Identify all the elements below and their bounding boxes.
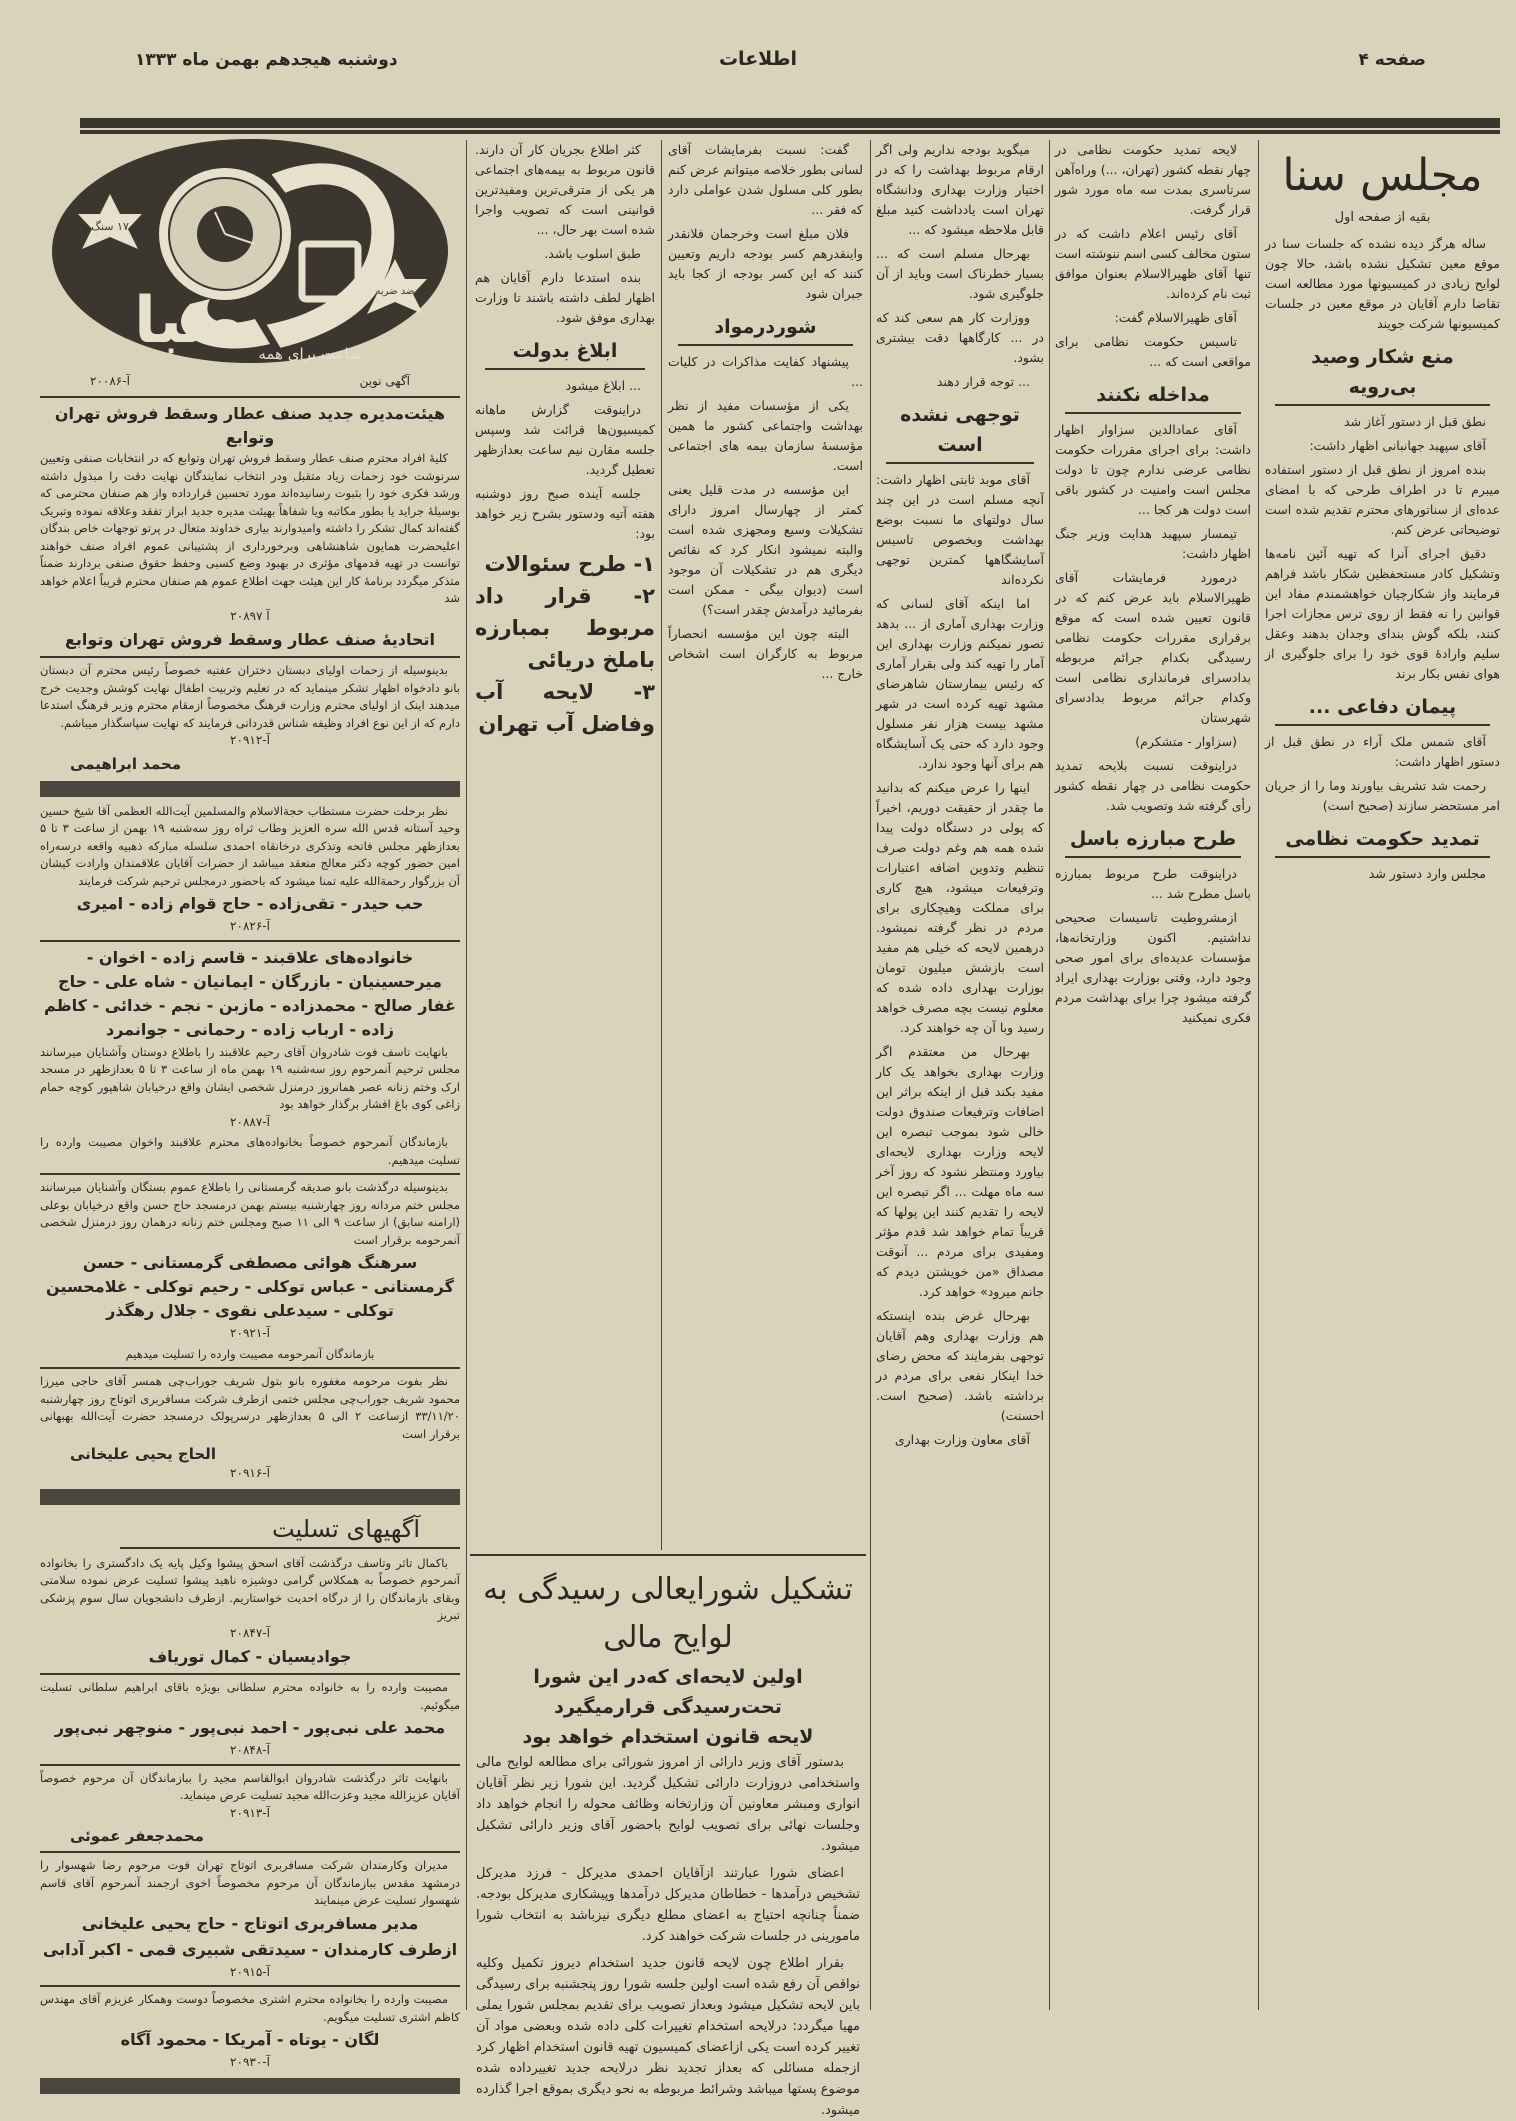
ad-names: ازطرف کارمندان - سیدتقی شبیری قمی - اکبر آدابی bbox=[42, 1939, 458, 1959]
agenda-item: ۱- طرح سئوالات bbox=[484, 552, 655, 576]
ad-code: آ-۲۰۸۲۶ bbox=[230, 919, 270, 933]
advertisements-column bbox=[40, 392, 461, 2069]
column-4 bbox=[1055, 140, 1251, 2020]
paragraph: آقای ظهیرالاسلام گفت: bbox=[1114, 310, 1237, 325]
paragraph: ووزارت کار هم سعی کند که در ... کارگاهها دقت بیشتری بشود. bbox=[876, 310, 1044, 365]
ad-names: خانواده‌های علاقبند - قاسم زاده - اخوان - میرحسینیان - بازرگان - ایمانیان - شاه علی - حاج غفار صالح - محمدزاده - مازبن - نجم - خدائی - کاظم زاده - ارباب زاده - رحمانی - جوانمرد bbox=[44, 947, 456, 1039]
paragraph: اما اینکه آقای لسانی که وزارت بهداری آماری از ... بدهد تصور نمیکنم وزارت بهداری این آمار را تهیه کند ولی بقرار آماری که رئیس بیمارستان شاهرضای مشهد تهیه کرده است در شهر مشهد بیست هزار نفر مسلول وجود دارد که حتی یک آسایشگاه هم برای آنها وجود ندارد. bbox=[876, 596, 1044, 771]
paragraph: فلان مبلغ است وخرجمان فلانقدر واینقدرهم کسر بودجه داریم وتعیین کنند که این کسر بودجه از کجا باید جبران شود bbox=[668, 226, 863, 301]
paragraph: این مؤسسه در مدت قلیل یعنی کمتر از چهارسال امروز دارای تشکیلات وسیع ومجهزی شده است والبته نمیشود انکار کرد که نقائص دیگری هم در تشکیلات آن موجود است (دیوان بیگی - ممکن است بفرمائید درآمدش چقدر است؟) bbox=[668, 482, 863, 617]
paragraph: بانهایت تاثر درگذشت شادروان ابوالقاسم مجید را ببازماندگان آن مرحوم خصوصاً آقایان عزیزالله مجید وعزت‌الله مجید تسلیت عرض مینماید. bbox=[40, 1770, 460, 1802]
ad-names: جوادیسیان - کمال توریاف bbox=[148, 1647, 352, 1666]
story-headline: تشکیل شورایعالی رسیدگی به لوایح مالی bbox=[483, 1572, 853, 1655]
ad-agency: آگهی نوین bbox=[359, 374, 410, 388]
paragraph: کلیهٔ افراد محترم صنف عطار وسقط فروش تهران وتوابع که در انتخابات صنفی وتعیین سرنوشت خود زحمات زیاد متقبل ودر انتخاب نمایندگان نهایت دقت را مبذول داشته ورشد فکری خود را بثبوت رسانیده‌اند مورد تحسین قرارداده واز هم صنفان محترمی که بوسیلهٔ جراید یا بطور مکاتبه ویا شفاهاً بهیئت مدیره جدید ابراز تفقد وعلاقه نموده وتبریک گفته‌اند کمال تشکر را داشته وامیدوارند بیاری خداوند متعال در پرتو توجهات خاص بندگان اعلیحضرت همایون شاهنشاهی وبرخورداری از پشتیبانی عموم افراد صنف خواهند توانست در تهیه قدمهای مؤثری در بهبود وضع کسبی وحفظ حقوق صنفی بردارند ضمناً متذکر میگردد برنامهٔ کار این هیئت جهت اطلاع عموم هم صنفان محترم قریباً اعلام خواهد شد bbox=[40, 451, 460, 605]
black-bar bbox=[40, 2078, 460, 2094]
paragraph: بنده استدعا دارم آقایان هم اظهار لطف داشته باشند تا وزارت بهداری موفق شود. bbox=[475, 270, 655, 325]
column-3 bbox=[876, 140, 1044, 2020]
paragraph: بانهایت تاسف فوت شادروان آقای رحیم علاقبند را باطلاع دوستان وآشنایان میرسانند مجلس ترحیم آنمرحوم روز سه‌شنبه ۱۹ بهمن ماه از ساعت ۳ تا ۵ بعدازظهر در مسجد ارک وختم زنانه عصر همانروز درمنزل شخصی ایشان واقع درخیابان شاهپور کوچه حمام زاغی کوی باغ افشار برگذار خواهد بود bbox=[40, 1044, 461, 1111]
story-subheadline-2: لایحه قانون استخدام خواهد بود bbox=[522, 1726, 814, 1748]
column-2 bbox=[668, 140, 863, 1550]
paragraph: مصیبت وارده را بخانواده محترم اشتری مخصوصاً دوست وهمکار عزیزم آقای مهندس کاظم اشتری تسلیت میگویم. bbox=[40, 1992, 460, 2024]
brand-logo: صبا bbox=[134, 284, 246, 358]
paragraph: دقیق اجرای آنرا که تهیه آئین نامه‌ها وتشکیل کادر مستحفظین شکار باشد فراهم فرمایند واز شکارچیان خواهشمندم مفاد این قوانین را نه فقط از روی ترس مجازات اجرا کنند، بلکه گوش بندای وجدان بدهند وعقل سلیم وارادهٔ قوی خود را برای جلوگیری از هوای نفس بکار برند bbox=[1265, 546, 1500, 681]
paragraph: دراینوقت گزارش ماهانه کمیسیون‌ها قرائت شد وسپس جلسه مقارن نیم ساعت بعدازظهر تعطیل گردید. bbox=[475, 402, 655, 477]
ad-signature: الحاج یحیی علیخانی bbox=[70, 1445, 216, 1463]
paragraph: بدینوسیله درگذشت بانو صدیقه گرمستانی را باطلاع عموم بستگان وآشنایان میرسانند مجلس ختم مردانه روز چهارشنبه بیستم بهمن درمسجد حاج حسن واقع درخیابان بوعلی (ارامنه سابق) از ساعت ۹ الی ۱۱ صبح ومجلس ختم زنانه درهمان روز درمنزل شخصی آنمرحومه برقرار است bbox=[40, 1180, 461, 1247]
watch-advertisement bbox=[40, 134, 460, 369]
paragraph: گفت: نسبت بفرمایشات آقای لسانی بطور خلاصه میتوانم عرض کنم بطور کلی مسلول شدن عواملی دارد که فقر ... bbox=[668, 142, 863, 217]
ad-code: آ-۲۰۸۴۸ bbox=[230, 1743, 270, 1757]
paragraph: تاسیس حکومت نظامی برای مواقعی است که ... bbox=[1055, 334, 1251, 369]
paragraph: میگوید بودجه نداریم ولی اگر ارقام مربوط بهداشت را که در اختیار وزارت بهداری ودانشگاه تهران است یادداشت کنید مبلغ قابل ملاحظه میشود که ... bbox=[876, 142, 1044, 237]
paragraph: ساله هرگز دیده نشده که جلسات سنا در موقع معین تشکیل نشده باشد، حالا چون لوایح زیادی در کمیسیونها مورد مطالعه است تقاضا دارم آقایان در موقع معین در جلسات کمیسیونها شرکت جویند bbox=[1265, 236, 1500, 331]
paragraph: آقای معاون وزارت بهداری bbox=[894, 1432, 1030, 1447]
paragraph: اینها را عرض میکنم که بدانید ما چقدر از حقیقت دوریم، اخیراً که پولی در دستگاه دولت پیدا شده همه هم وغم دولت صرف تنظیم وتدوین اضافه اعتبارات وترفیعات میشود، هیچ کاری برای مملکت وهیچکاری برای مردم در نظر گرفته نمیشود. درهمین لایحه که خیلی هم مفید است بازشش میلیون تومان بوزارت بهداری داده شده که معلوم نیست بچه مصرف خواهد رسید وبا آن چه خواهند کرد. bbox=[876, 780, 1044, 1035]
ad-names: سرهنگ هوائی مصطفی گرمستانی - حسن گرمستانی - عباس توکلی - رحیم توکلی - غلامحسین توکلی - سیدعلی نقوی - جلال رهگذر bbox=[46, 1253, 454, 1320]
story-paragraph: اعضای شورا عبارتند ازآقایان احمدی مدیرکل - فرزد مدیرکل تشخیص درآمدها - خطاطان مدیرکل درآمدها وپیشکاری مدیرکل بودجه. ضمناً چنانچه احتیاج به اعضای مطلع دیگری نیزباشد به انتخاب شورا مامورینی در جلسات شرکت خواهند کرد. bbox=[476, 1866, 860, 1944]
paragraph: بهرحال من معتقدم اگر وزارت بهداری بخواهد یک کار مفید بکند قبل از اینکه براثر این اضافات وترفیعات صندوق دولت خالی شود بموجب تبصره این لایحه وزارت بهداری لایحه‌ای بیاورد ومنتظر نشود که روز آخر سه ماه مهلت ... اگر تبصره این لایحه را تقدیم کنند این پولها که قریباً تمام خواهد شد قدم مؤثر ومفیدی برای مردم ... آنوقت مصداق «من خویشتن دیدم که جانم میرود» خواهد کرد. bbox=[876, 1044, 1044, 1299]
story-paragraph: بدستور آقای وزیر دارائی از امروز شورائی برای مطالعه لوایح مالی واستخدامی دروزارت دارائی تشکیل گردید. این شورا زیر نظر آقایان انواری ومبشر معاونین آن وزارتخانه وظائف محوله را انجام خواهد داد وجلسات نهائی برای تصویب لوایح باحضور آقای وزیر دارائی تشکیل میشود. bbox=[476, 1755, 860, 1854]
story-paragraph: بقرار اطلاع چون لایحه قانون جدید استخدام دیروز تکمیل وکلیه نواقص آن رفع شده است اولین جلسه شورا روز پنجشنبه برای رسیدگی باین لایحه تشکیل میشود وبعداز تصویب برای تقدیم بمجلس شورا یملی مهیا میگردد: درلایحه استخدام تغییرات کلی داده شده وبعضی مواد آن تغییر کرده است یکی ازاعضای کمیسیون تهیه قانون استخدام اظهار کرد ازجمله مسائلی که بعداز تجدید نظر درلایحه جدید تغییرداده شده موضوع پستها میباشد وشرائط مربوطه به نحو دیگری بموقع اجرا گذارده میشود. bbox=[476, 1956, 860, 2118]
paragraph: نطق قبل از دستور آغاز شد bbox=[1344, 414, 1486, 429]
ad-note: بازماندگان آنمرحومه مصیبت وارده را تسلیت میدهیم bbox=[125, 1346, 375, 1361]
column-divider bbox=[870, 140, 871, 2010]
paragraph: پیشنهاد کفایت مذاکرات در کلیات ... bbox=[668, 354, 863, 389]
subheading: ابلاغ بدولت bbox=[485, 336, 645, 370]
paragraph: بنده امروز از نطق قبل از دستور استفاده میبرم تا در اطراف طرحی که با امضای عده‌ای از سناتورهای محترم تقدیم شده است توضیحاتی عرض کنم. bbox=[1265, 462, 1500, 537]
ad-title: هیئت‌مدیره جدید صنف عطار وسقط فروش تهران وتوابع bbox=[54, 404, 446, 447]
paragraph: رحمت شد تشریف بیاورند وما را از جریان امر مستحضر سازند (صحیح است) bbox=[1265, 778, 1500, 813]
star-right-text: ضد ضربه bbox=[375, 286, 415, 297]
subheading: توجهی نشده است bbox=[886, 400, 1034, 464]
story-subheadline: اولین لایحه‌ای که‌در این شورا تحت‌رسیدگی قرارمیگیرد bbox=[533, 1666, 803, 1718]
paragraph: آقای موبد ثابتی اظهار داشت: آنچه مسلم است در این چند سال دولتهای ما نسبت بوضع بهداشت وبخصوص تاسیس آسایشگاهها کمترین توجهی نکرده‌اند bbox=[876, 472, 1044, 587]
issue-date: دوشنبه هیجدهم بهمن ماه ۱۳۳۳ bbox=[135, 50, 398, 70]
paragraph: بازماندگان آنمرحوم خصوصاً بخانواده‌های محترم علاقبند واخوان مصیبت وارده را تسلیت میدهیم. bbox=[40, 1135, 460, 1167]
ad-code: آ-۲۰۹۲۱ bbox=[230, 1326, 270, 1340]
column-1 bbox=[475, 140, 655, 1550]
ad-code: آ-۲۰۹۱۳ bbox=[230, 1805, 270, 1820]
paragraph: آقای شمس ملک آراء در نطق قبل از دستور اظهار داشت: bbox=[1265, 734, 1500, 769]
ad-names: مدیر مسافربری اتوتاج - حاج یحیی علیخانی bbox=[81, 1913, 419, 1933]
subheading: مداخله نکنند bbox=[1065, 380, 1241, 414]
subheading: منع شکار وصید بی‌رویه bbox=[1275, 342, 1490, 406]
divider bbox=[40, 1764, 460, 1766]
subheading: پیمان دفاعی ... bbox=[1275, 692, 1490, 726]
column-divider bbox=[1258, 140, 1259, 2010]
paragraph: بهرحال مسلم است که ... بسیار خطرناک است وباید از آن جلوگیری شود. bbox=[876, 246, 1044, 301]
paragraph: مدیران وکارمندان شرکت مسافربری اتوتاج تهران فوت مرحوم رضا شهسوار را درمشهد مقدس ببازماندگان آن مرحوم مخصوصاً اخوی ارجمند آنمرحوم آقای قاسم شهسوار تسلیت عرض مینمایند bbox=[40, 1858, 460, 1907]
paragraph: ازمشروطیت تاسیسات صحیحی نداشتیم. اکنون وزارتخانه‌ها، مؤسسات عدیده‌ای برای امور صحی وجود دارد، وقتی بوزارت بهداری ایراد گرفته میشود چرا برای بهداشت مردم فکری نمیکنید bbox=[1055, 910, 1251, 1025]
agenda-item: ۳- لایحه آب وفاضل آب تهران bbox=[475, 680, 655, 736]
paragraph: کثر اطلاع بجریان کار آن دارند. قانون مربوط به بیمه‌های اجتماعی هر یکی از مترقی‌ترین ومفیدترین قوانینی است که تصویب واجرا شده است بهر حال، ... bbox=[475, 142, 655, 237]
divider bbox=[40, 940, 460, 942]
paragraph: مصیبت وارده را به خانواده محترم سلطانی بویژه باقای ابراهیم سلطانی تسلیت میگوئیم. bbox=[40, 1680, 460, 1712]
paragraph: مجلس وارد دستور شد bbox=[1368, 866, 1486, 881]
divider bbox=[40, 1367, 460, 1369]
ad-signature: محمد ابراهیمی bbox=[70, 754, 182, 773]
paragraph: جلسه آینده صبح روز دوشنبه هفته آتیه ودستور بشرح زیر خواهد بود: bbox=[475, 486, 655, 541]
paragraph: باکمال تاثر وتاسف درگذشت آقای اسحق پیشوا وکیل پایه یک دادگستری را بخانواده آنمرحوم خصوصاً به همکلاس گرامی دوشیزه ناهید پیشوا تسلیت عرض نموده سلامتی وبقای بازماندگان را از درگاه احدیت خواستاریم. ازطرف دانشجویان سال سوم پزشکی تبریز bbox=[40, 1555, 460, 1622]
ad-code: آ ۲۰۸۹۷ bbox=[230, 608, 270, 623]
subheading: تمدید حکومت نظامی bbox=[1275, 824, 1490, 858]
paragraph: درمورد فرمایشات آقای ظهیرالاسلام باید عرض کنم که در قانون تعیین شده است که موقع برقراری مقررات حکومت نظامی رسیدگی بکدام جرائم مربوطه بدادسرای فرمانداری نظامی است وکدام جرائم مربوط بدادسرای شهرستان bbox=[1055, 570, 1251, 725]
paragraph: ... توجه قرار دهند bbox=[936, 374, 1030, 389]
paragraph: آقای سپهبد جهانبانی اظهار داشت: bbox=[1309, 438, 1486, 453]
section-title: مجلس سنا bbox=[1282, 150, 1483, 201]
black-bar bbox=[40, 781, 460, 797]
ad-code: آ-۲۰۸۸۷ bbox=[230, 1114, 270, 1129]
paragraph: ... ابلاغ میشود bbox=[565, 378, 641, 393]
paragraph: البته چون این مؤسسه انحصاراً مربوط به کارگران است اشخاص خارج ... bbox=[668, 626, 863, 681]
ad-names: محمد علی نبی‌پور - احمد نبی‌پور - منوچهر نبی‌پور bbox=[54, 1718, 446, 1737]
subheading: طرح مبارزه باسل bbox=[1065, 824, 1241, 858]
ad-names: لگان - یوتاه - آمریکا - محمود آگاه bbox=[120, 2030, 380, 2049]
paragraph: آقای عمادالدین سزاوار اظهار داشت: برای اجرای مقررات حکومت نظامی عرضی ندارم چون تا دولت مجلس است وامنیت در کشور باقی است دولت هر کجا ... bbox=[1055, 422, 1251, 517]
financial-council-story bbox=[470, 1554, 866, 2118]
paragraph: تیمسار سپهبد هدایت وزیر جنگ اظهار داشت: bbox=[1055, 526, 1251, 561]
paragraph: یکی از مؤسسات مفید از نظر بهداشت واجتماعی کشور ما همین مؤسسهٔ سازمان بیمه های اجتماعی است. bbox=[668, 398, 863, 473]
continued-note: بقیه از صفحه اول bbox=[1334, 210, 1431, 225]
paragraph: طبق اسلوب باشد. bbox=[544, 246, 641, 261]
divider bbox=[40, 1173, 460, 1175]
column-divider bbox=[661, 140, 662, 1550]
star-left-text: ۱۷ سنگ bbox=[91, 220, 129, 233]
column-divider bbox=[1049, 140, 1050, 2010]
column-senate bbox=[1265, 138, 1500, 2018]
newspaper-name: اطلاعات bbox=[718, 48, 798, 70]
paragraph: دراینوقت نسبت بلایحه تمدید حکومت نظامی در چهار نقطه کشور رأی گرفته شد وتصویب شد. bbox=[1055, 758, 1251, 813]
black-bar bbox=[40, 1489, 460, 1505]
column-divider bbox=[466, 140, 467, 2010]
ad-names: اتحادیهٔ صنف عطار وسقط فروش تهران وتوابع bbox=[64, 630, 435, 649]
paragraph: بهرحال غرض بنده اینستکه هم وزارت بهداری وهم آقایان توجهی بفرمایند که محض رضای خدا اینکار نفعی برای مردم در برداشته باشد. (صحیح است. احسنت) bbox=[876, 1308, 1044, 1423]
ad-code: آ-۲۰۹۱۲ bbox=[230, 733, 270, 747]
divider bbox=[40, 1673, 460, 1675]
divider bbox=[40, 656, 460, 658]
masthead-rule bbox=[80, 118, 1500, 130]
divider bbox=[40, 396, 460, 398]
ad-names: حب حیدر - تقی‌زاده - حاج قوام زاده - امیری bbox=[76, 894, 424, 913]
ad-signature: محمدجعفر عموئی bbox=[70, 1827, 204, 1845]
subheading: شوردرمواد bbox=[678, 312, 853, 346]
ad-code: آ-۲۰۸۴۷ bbox=[230, 1625, 270, 1640]
ad-code: آ-۲۰۹۳۰ bbox=[230, 2055, 270, 2069]
paragraph: لایحه تمدید حکومت نظامی در چهار نقطه کشور (تهران، ...) وراه‌آهن سرتاسری بمدت سه ماه مورد شور قرار گرفت. bbox=[1055, 142, 1251, 217]
paragraph: دراینوقت طرح مربوط بمبارزه باسل مطرح شد ... bbox=[1055, 866, 1251, 901]
section-heading: آگهیهای تسلیت bbox=[120, 1511, 460, 1549]
paragraph: آقای رئیس اعلام داشت که در ستون مخالف کسی اسم ننوشته است تنها آقای ظهیرالاسلام بعنوان موافق ثبت نام کرده‌اند. bbox=[1055, 226, 1251, 301]
ad-code: آ-۲۰۰۸۶ bbox=[90, 374, 130, 388]
agenda-item: ۲- قرار داد مربوط بمبارزه باملخ دریائی bbox=[475, 584, 655, 672]
watch-illustration bbox=[40, 134, 460, 369]
ad-code: آ-۲۰۹۱۶ bbox=[230, 1466, 270, 1480]
ad-code: آ-۲۰۹۱۵ bbox=[230, 1964, 270, 1979]
paragraph: نظر بفوت مرحومه مغفوره بانو بتول شریف جوراب‌چی همسر آقای حاجی میرزا محمود شریف جوراب‌چی مجلس ختمی ازطرف شرکت مسافربری اتوتاج روز چهارشنبه ۳۳/۱۱/۲۰ ازساعت ۲ الی ۵ بعدازظهر درسرپولک درمسجد حضرت آیت‌الله بهبهانی برقرار است bbox=[40, 1374, 460, 1441]
paragraph: بدینوسیله از زحمات اولیای دبستان دختران عفتیه خصوصاً رئیس محترم آن دبستان بانو دادخواه اظهار تشکر مینماید که در تعلیم وتربیت اطفال نهایت کوشش وجدیت خرج میدهند اینک از اولیای محترم وزارت فرهنگ مخصوصاً ازمقام محترم وزیر فرهنگ استدعا دارم که از این نوع افراد وظیفه شناس قدردانی فرمایند که نهایت سپاسگذار میباشم. bbox=[40, 663, 460, 730]
paragraph: نظر برحلت حضرت مستطاب حجة‌الاسلام والمسلمین آیت‌الله العظمی آقا شیخ حسین وحید آستانه قدس الله سره العزیز وطاب ثراه روز سه‌شنبه ۱۹ بهمن از ساعت ۳ تا ۵ بعدازظهر مجلس فاتحه وتذکری درخانقاه احمدی سلسله مبارکه ذهبیه واقعه درسه‌راه امین حضور کوچه دکتر معالج منعقد میباشد از حضرات آقایان علاقمندان وارادت کیشان آن بزرگوار رحمة‌الله علیه تمنا میشود که باحضور درمجلس ترحیم شرکت فرمایند bbox=[40, 803, 460, 888]
page-number: صفحه ۴ bbox=[1358, 50, 1426, 70]
watch-ad-footer bbox=[90, 374, 410, 388]
divider bbox=[40, 1985, 460, 1987]
paragraph: (سزاوار - متشکرم) bbox=[1135, 734, 1237, 749]
divider bbox=[40, 1851, 460, 1853]
brand-tagline: ساعت برای همه bbox=[258, 345, 362, 363]
